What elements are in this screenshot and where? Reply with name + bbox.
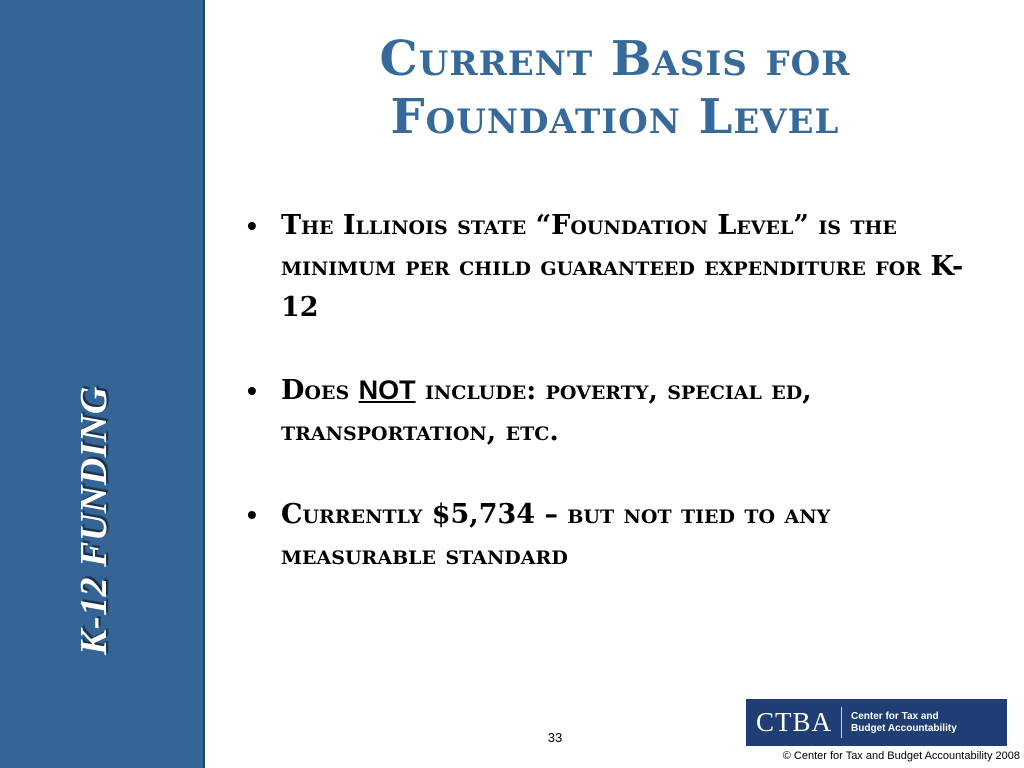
- bullet-icon: •: [247, 210, 257, 241]
- bullet-text: Currently $5,734 – but not tied to any measurable standard: [281, 499, 831, 571]
- bullet-text-after: include: poverty, special ed, transportation, etc.: [281, 375, 812, 447]
- bullet-item-current-amount: [245, 494, 985, 576]
- slide-title: [220, 30, 1010, 146]
- logo-text-line-1: Center for Tax and: [851, 710, 939, 722]
- bullet-icon: •: [247, 375, 257, 406]
- logo-text: [842, 711, 957, 735]
- sidebar: [0, 0, 205, 768]
- slide-title-line-2: Foundation Level: [390, 89, 840, 145]
- ctba-logo: [746, 699, 1007, 746]
- slide-title-line-1: Current Basis for: [379, 31, 851, 87]
- copyright-notice: © Center for Tax and Budget Accountability 2008: [782, 750, 1020, 762]
- section-label: K-12 FUNDING: [73, 386, 115, 655]
- bullet-item-foundation-level: [245, 205, 985, 328]
- logo-text-line-2: Budget Accountability: [851, 722, 957, 734]
- bullet-list: [245, 205, 985, 618]
- bullet-emphasis-not: NOT: [358, 375, 416, 405]
- page-number: 33: [547, 730, 563, 745]
- bullet-text-before: Does: [281, 375, 359, 406]
- logo-mark: CTBA: [746, 707, 842, 738]
- bullet-item-exclusions: [245, 370, 985, 452]
- bullet-text: The Illinois state “Foundation Level” is the minimum per child guaranteed expenditure for K-12: [281, 210, 964, 323]
- bullet-icon: •: [247, 499, 257, 530]
